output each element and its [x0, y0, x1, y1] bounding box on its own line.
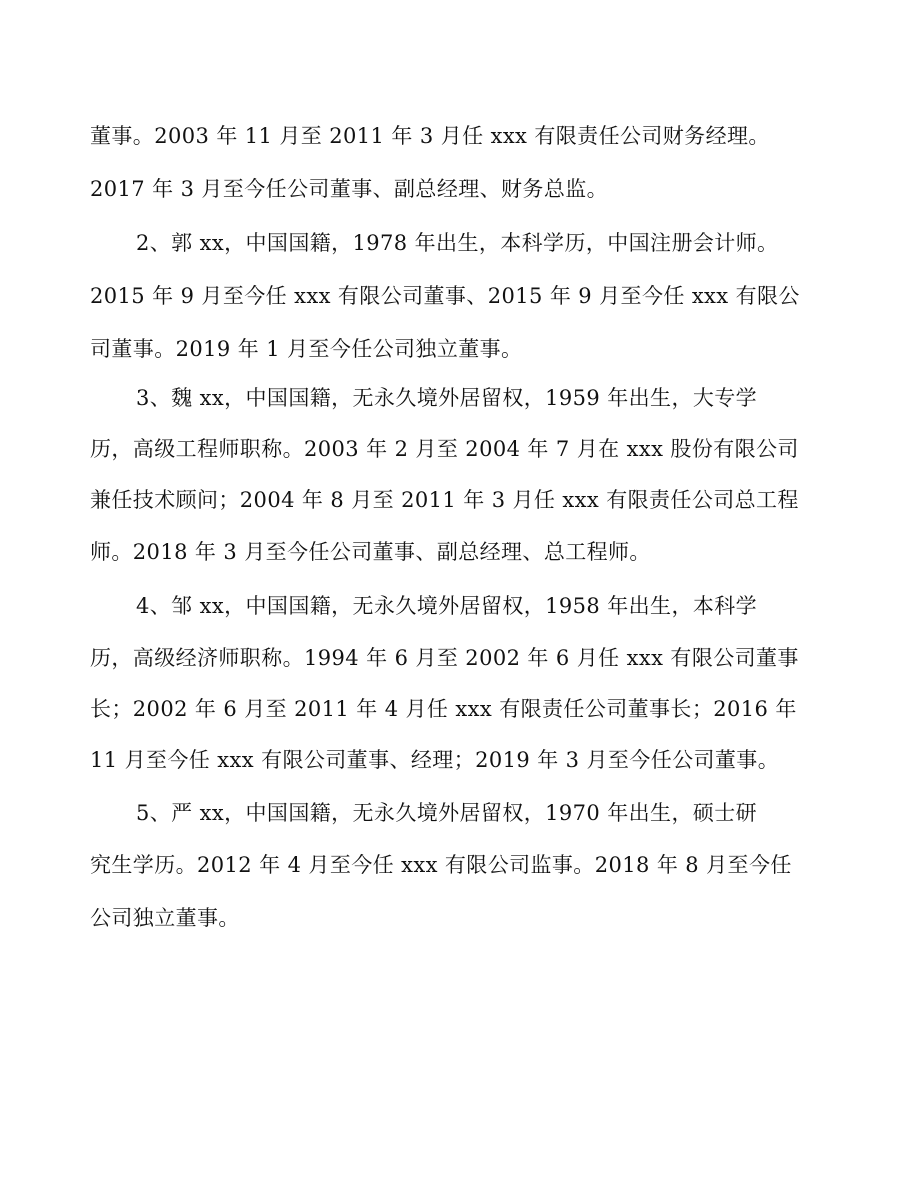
paragraph-3-start: 3、魏 xx，中国国籍，无永久境外居留权，1959 年出生，大专学 — [136, 386, 758, 410]
text-line: 究生学历。2012 年 4 月至今任 xxx 有限公司监事。2018 年 8 月至今任 — [90, 853, 792, 877]
paragraph-2-start: 2、郭 xx，中国国籍，1978 年出生，本科学历，中国注册会计师。 — [136, 231, 779, 255]
text-line: 公司独立董事。 — [90, 906, 240, 930]
text-line: 董事。2003 年 11 月至 2011 年 3 月任 xxx 有限责任公司财务经理。 — [90, 124, 770, 148]
text-line: 历，高级工程师职称。2003 年 2 月至 2004 年 7 月在 xxx 股份有限公司 — [90, 437, 799, 461]
paragraph-4-start: 4、邹 xx，中国国籍，无永久境外居留权，1958 年出生，本科学 — [136, 594, 758, 618]
text-line: 司董事。2019 年 1 月至今任公司独立董事。 — [90, 337, 523, 361]
text-line: 历，高级经济师职称。1994 年 6 月至 2002 年 6 月任 xxx 有限公司董事 — [90, 646, 799, 670]
text-line: 2015 年 9 月至今任 xxx 有限公司董事、2015 年 9 月至今任 xxx 有限公 — [90, 284, 800, 308]
text-line: 长；2002 年 6 月至 2011 年 4 月任 xxx 有限责任公司董事长；2016 年 — [90, 697, 797, 721]
paragraph-5-start: 5、严 xx，中国国籍，无永久境外居留权，1970 年出生，硕士研 — [136, 801, 758, 825]
text-line: 11 月至今任 xxx 有限公司董事、经理；2019 年 3 月至今任公司董事。 — [90, 748, 780, 772]
text-line: 2017 年 3 月至今任公司董事、副总经理、财务总监。 — [90, 177, 609, 201]
text-line: 师。2018 年 3 月至今任公司董事、副总经理、总工程师。 — [90, 540, 651, 564]
text-line: 兼任技术顾问；2004 年 8 月至 2011 年 3 月任 xxx 有限责任公司总工程 — [90, 488, 799, 512]
